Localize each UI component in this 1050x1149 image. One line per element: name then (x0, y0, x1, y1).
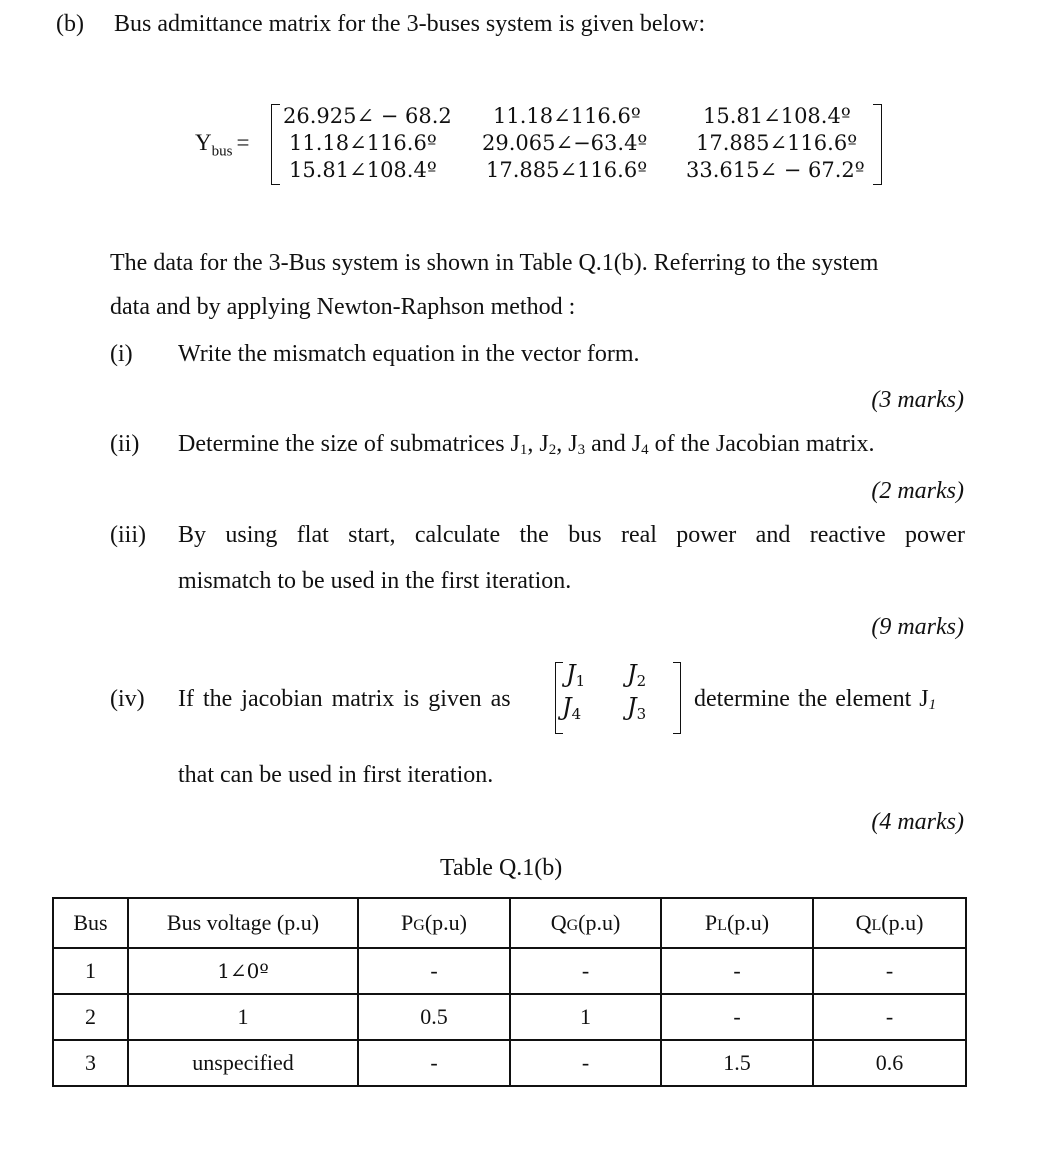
jacobian-cell-1-2: $J_2$ (627, 660, 647, 690)
header-pg: PG(p.u) (358, 898, 510, 948)
matrix-cell-2-2: 29.065∠−63.4º (482, 131, 648, 155)
matrix-cell-2-1: 11.18∠116.6º (289, 131, 437, 155)
jacobian-right-bracket (673, 662, 681, 734)
question-i-marks: (3 marks) (871, 387, 964, 413)
question-iv-text-b: determine the element $J_1$ (694, 686, 937, 713)
matrix-left-bracket (271, 104, 280, 185)
header-qg: QG(p.u) (510, 898, 661, 948)
header-pl: PL(p.u) (661, 898, 813, 948)
question-ii-label: (ii) (110, 431, 140, 457)
question-i-text: Write the mismatch equation in the vector form. (178, 341, 640, 367)
cell-bus: 1 (53, 948, 128, 994)
cell-qg: - (510, 1040, 661, 1086)
question-iii-marks: (9 marks) (871, 614, 964, 640)
ybus-symbol: $Y_{bus}$ = (195, 130, 250, 160)
question-i-label: (i) (110, 341, 133, 367)
question-iii-label: (iii) (110, 522, 146, 548)
table-row (53, 948, 966, 994)
header-bus: Bus (53, 898, 128, 948)
cell-pg: - (358, 1040, 510, 1086)
cell-qg: - (510, 948, 661, 994)
question-iii-line-2: mismatch to be used in the first iteration. (178, 568, 572, 594)
matrix-cell-2-3: 17.885∠116.6º (696, 131, 858, 155)
cell-ql: 0.6 (813, 1040, 966, 1086)
cell-voltage: 1 (128, 994, 358, 1040)
cell-pl: - (661, 948, 813, 994)
cell-ql: - (813, 994, 966, 1040)
cell-bus: 2 (53, 994, 128, 1040)
table-row (53, 994, 966, 1040)
system-data-table (52, 897, 967, 1087)
table-caption: Table Q.1(b) (440, 855, 563, 881)
question-iv-text-a: If the jacobian matrix is given as (178, 686, 511, 712)
question-ii-text: Determine the size of submatrices $J_1$, $J_2$, $J_3$ and $J_4$ of the Jacobian matrix. (178, 431, 875, 458)
part-label: (b) (56, 11, 84, 37)
intro-text: Bus admittance matrix for the 3-buses system is given below: (114, 11, 706, 37)
question-iv-label: (iv) (110, 686, 145, 712)
jacobian-cell-2-1: $J_4$ (562, 693, 582, 723)
header-ql: QL(p.u) (813, 898, 966, 948)
matrix-cell-1-3: 15.81∠108.4º (703, 104, 851, 128)
cell-qg: 1 (510, 994, 661, 1040)
matrix-cell-3-3: 33.615∠ − 67.2º (686, 158, 865, 182)
table-header-row (53, 898, 966, 948)
question-iv-marks: (4 marks) (871, 809, 964, 835)
matrix-cell-1-2: 11.18∠116.6º (493, 104, 641, 128)
matrix-cell-3-2: 17.885∠116.6º (486, 158, 648, 182)
question-ii-marks: (2 marks) (871, 478, 964, 504)
question-iii-line-1: By using flat start, calculate the bus real power and reactive power (178, 522, 965, 548)
question-iv-line-2: that can be used in first iteration. (178, 762, 494, 788)
matrix-cell-1-1: 26.925∠ − 68.2 (283, 104, 452, 128)
cell-pg: 0.5 (358, 994, 510, 1040)
paragraph-line-2: data and by applying Newton-Raphson method : (110, 294, 576, 320)
matrix-cell-3-1: 15.81∠108.4º (289, 158, 437, 182)
header-bus-voltage: Bus voltage (p.u) (128, 898, 358, 948)
matrix-right-bracket (873, 104, 882, 185)
table-row (53, 1040, 966, 1086)
cell-pl: 1.5 (661, 1040, 813, 1086)
cell-voltage: 1∠0º (128, 948, 358, 994)
cell-pg: - (358, 948, 510, 994)
cell-voltage: unspecified (128, 1040, 358, 1086)
cell-ql: - (813, 948, 966, 994)
jacobian-cell-2-2: $J_3$ (627, 693, 647, 723)
paragraph-line-1: The data for the 3-Bus system is shown in Table Q.1(b). Referring to the system (110, 250, 879, 276)
jacobian-cell-1-1: $J_1$ (566, 660, 586, 690)
cell-pl: - (661, 994, 813, 1040)
cell-bus: 3 (53, 1040, 128, 1086)
